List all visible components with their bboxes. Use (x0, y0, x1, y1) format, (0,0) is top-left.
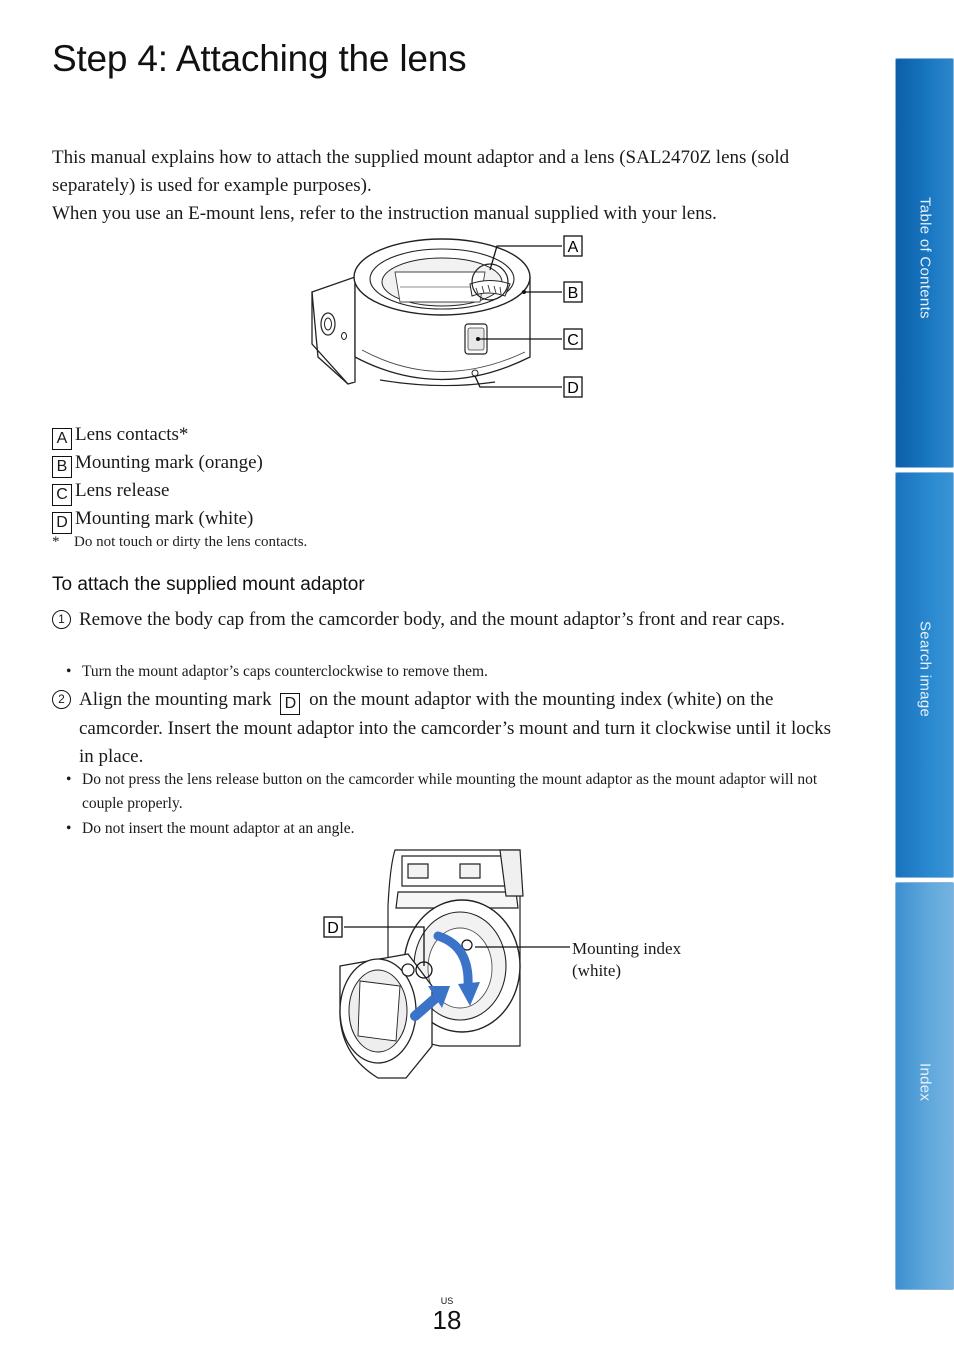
step-number: 2 (52, 690, 71, 709)
intro-paragraph: When you use an E-mount lens, refer to the instruction manual supplied with your lens. (52, 203, 717, 224)
svg-text:B: B (567, 285, 579, 302)
callout-c (564, 329, 582, 349)
legend-item (52, 449, 263, 477)
page-title: Step 4: Attaching the lens (52, 38, 467, 79)
tab-label: Search image (916, 621, 933, 718)
legend-label: Lens release (75, 480, 170, 501)
svg-text:D: D (567, 380, 579, 397)
step-text-part: on the mount adaptor with the mounting index (white) on the camcorder. Insert the mount adaptor into the camcorder’s mount and turn it clockwise until it locks in place. (79, 689, 832, 767)
step-1 (52, 606, 842, 634)
mounting-index-caption: Mounting index (572, 939, 682, 958)
attach-adaptor-figure (320, 846, 710, 1086)
svg-text:A: A (567, 239, 579, 256)
bullet-dot: • (66, 663, 72, 680)
legend-item (52, 505, 263, 533)
sidebar-nav (895, 58, 954, 1290)
svg-text:D: D (327, 920, 339, 937)
step-2-bullet (66, 817, 846, 841)
legend-letter: C (52, 484, 72, 506)
legend-label: Mounting mark (white) (75, 508, 254, 529)
step-2 (52, 686, 842, 771)
step-text-part: Align the mounting mark (79, 689, 272, 710)
intro (52, 144, 842, 228)
legend-item (52, 477, 263, 505)
callout-d (324, 917, 342, 937)
step-text (79, 686, 842, 771)
callout-a (564, 236, 582, 256)
bullet-text: Do not insert the mount adaptor at an angle. (82, 820, 355, 837)
legend-item (52, 421, 263, 449)
legend (52, 421, 263, 533)
step-number: 1 (52, 610, 71, 629)
step-1-bullet (66, 660, 846, 684)
tab-search-image[interactable] (895, 472, 954, 878)
page-number-value: 18 (432, 1305, 462, 1335)
section-heading: To attach the supplied mount adaptor (52, 574, 365, 595)
step-text: Remove the body cap from the camcorder body, and the mount adaptor’s front and rear caps. (79, 609, 785, 630)
mount-adaptor-figure (300, 232, 590, 402)
page-number (425, 1296, 469, 1334)
tab-label: Index (916, 1063, 933, 1102)
footnote-text: Do not touch or dirty the lens contacts. (74, 534, 308, 550)
region-code: US (440, 1296, 454, 1306)
bullet-text: Turn the mount adaptor’s caps counterclockwise to remove them. (82, 663, 488, 680)
inline-callout: D (280, 693, 300, 715)
tab-label: Table of Contents (916, 197, 933, 319)
svg-text:C: C (567, 332, 579, 349)
intro-paragraph: This manual explains how to attach the supplied mount adaptor and a lens (SAL2470Z lens (sold separately) is used for example purposes). (52, 147, 790, 196)
callout-d (564, 377, 582, 397)
legend-letter: D (52, 512, 72, 534)
legend-label: Mounting mark (orange) (75, 452, 263, 473)
legend-label: Lens contacts* (75, 424, 189, 445)
mounting-index-caption: (white) (572, 961, 622, 980)
legend-letter: A (52, 428, 72, 450)
legend-letter: B (52, 456, 72, 478)
bullet-text: Do not press the lens release button on the camcorder while mounting the mount adaptor as the mount adaptor will not couple properly. (82, 771, 818, 812)
bullet-dot: • (66, 820, 72, 837)
tab-table-of-contents[interactable] (895, 58, 954, 468)
bullet-dot: • (66, 771, 72, 788)
step-2-bullet (66, 768, 846, 816)
footnote-marker: * (52, 534, 60, 550)
tab-index[interactable] (895, 882, 954, 1290)
callout-b (564, 282, 582, 302)
footnote (52, 534, 307, 551)
